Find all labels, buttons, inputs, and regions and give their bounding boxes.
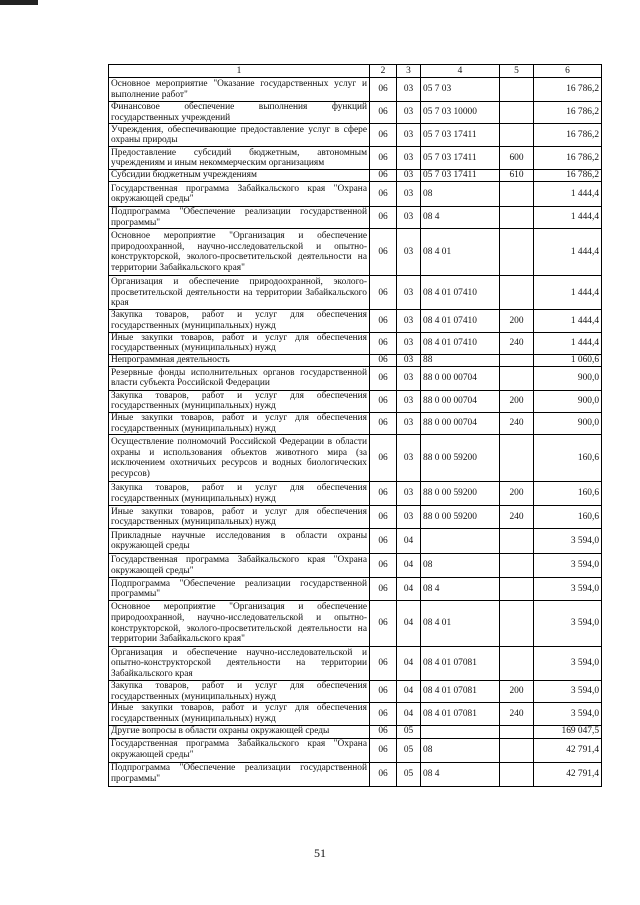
cell-expense-type [500,725,534,738]
table-row [109,390,602,412]
cell-section: 06 [370,725,397,738]
cell-expense-type [500,762,534,786]
table-row [109,366,602,390]
cell-description: Основное мероприятие "Организация и обеспечение природоохранной, научно-исследовательской и опытно-конструкторской, эколого-просветительской деятельности на территории Забайкальского края" [109,601,370,647]
cell-amount: 1 444,4 [534,276,602,310]
cell-section: 06 [370,207,397,229]
table-row [109,102,602,124]
cell-target-article: 05 7 03 [421,78,500,102]
table-row [109,725,602,738]
table-row [109,229,602,276]
table-row [109,681,602,703]
cell-description: Другие вопросы в области охраны окружающей среды [109,725,370,738]
cell-amount: 1 444,4 [534,182,602,207]
cell-amount: 1 444,4 [534,207,602,229]
table-row [109,554,602,578]
table-row [109,529,602,554]
corner-mark [0,0,38,5]
cell-section: 06 [370,647,397,681]
cell-target-article: 08 4 01 07410 [421,310,500,332]
cell-description: Субсидии бюджетным учреждениям [109,170,370,182]
cell-subsection: 05 [397,738,421,762]
column-header-2: 2 [370,65,397,78]
cell-amount: 16 786,2 [534,147,602,170]
cell-section: 06 [370,578,397,601]
cell-subsection: 03 [397,366,421,390]
cell-target-article: 08 4 01 07081 [421,703,500,725]
cell-expense-type [500,578,534,601]
cell-target-article: 88 0 00 59200 [421,506,500,529]
table-row [109,578,602,601]
cell-subsection: 05 [397,762,421,786]
cell-subsection: 03 [397,229,421,276]
cell-amount: 16 786,2 [534,78,602,102]
cell-expense-type [500,738,534,762]
cell-target-article: 08 4 01 [421,601,500,647]
cell-amount: 16 786,2 [534,124,602,147]
table-row [109,703,602,725]
cell-subsection: 03 [397,310,421,332]
table-row [109,601,602,647]
cell-subsection: 03 [397,435,421,482]
cell-description: Осуществление полномочий Российской Федерации в области охраны и использования объектов животного мира (за исключением охотничьих ресурсов и водных биологических ресурсов) [109,435,370,482]
cell-section: 06 [370,124,397,147]
cell-expense-type [500,554,534,578]
cell-expense-type: 200 [500,482,534,506]
page-number: 51 [314,846,326,860]
cell-expense-type [500,435,534,482]
cell-target-article: 88 0 00 00704 [421,366,500,390]
cell-description: Предоставление субсидий бюджетным, автономным учреждениям и иным некоммерческим организациям [109,147,370,170]
cell-description: Закупка товаров, работ и услуг для обеспечения государственных (муниципальных) нужд [109,390,370,412]
cell-amount: 3 594,0 [534,703,602,725]
cell-section: 06 [370,529,397,554]
cell-section: 06 [370,435,397,482]
cell-amount: 3 594,0 [534,681,602,703]
table-row [109,506,602,529]
cell-subsection: 05 [397,725,421,738]
cell-subsection: 03 [397,124,421,147]
cell-section: 06 [370,366,397,390]
cell-description: Непрограммная деятельность [109,354,370,366]
cell-section: 06 [370,506,397,529]
cell-section: 06 [370,703,397,725]
cell-expense-type: 200 [500,681,534,703]
cell-amount: 1 444,4 [534,229,602,276]
cell-section: 06 [370,170,397,182]
cell-expense-type [500,647,534,681]
cell-expense-type [500,276,534,310]
table-row [109,182,602,207]
cell-subsection: 03 [397,276,421,310]
cell-description: Подпрограмма "Обеспечение реализации государственной программы" [109,762,370,786]
cell-section: 06 [370,554,397,578]
cell-amount: 3 594,0 [534,554,602,578]
cell-target-article: 08 4 [421,762,500,786]
cell-target-article: 08 4 01 07410 [421,276,500,310]
cell-subsection: 04 [397,529,421,554]
cell-subsection: 03 [397,412,421,434]
cell-amount: 1 444,4 [534,310,602,332]
cell-expense-type: 200 [500,310,534,332]
cell-subsection: 04 [397,601,421,647]
table-row [109,276,602,310]
cell-expense-type: 610 [500,170,534,182]
cell-subsection: 04 [397,681,421,703]
cell-subsection: 03 [397,482,421,506]
cell-subsection: 03 [397,506,421,529]
cell-subsection: 03 [397,207,421,229]
cell-expense-type [500,102,534,124]
cell-subsection: 04 [397,703,421,725]
cell-section: 06 [370,412,397,434]
cell-section: 06 [370,310,397,332]
cell-target-article: 88 0 00 59200 [421,482,500,506]
table-row [109,435,602,482]
cell-description: Иные закупки товаров, работ и услуг для обеспечения государственных (муниципальных) нужд [109,412,370,434]
cell-description: Закупка товаров, работ и услуг для обеспечения государственных (муниципальных) нужд [109,482,370,506]
column-header-5: 5 [500,65,534,78]
column-header-4: 4 [421,65,500,78]
cell-expense-type [500,182,534,207]
cell-target-article: 88 0 00 00704 [421,390,500,412]
cell-description: Организация и обеспечение природоохранной, эколого-просветительской деятельности на территории Забайкальского края [109,276,370,310]
cell-subsection: 03 [397,78,421,102]
cell-amount: 42 791,4 [534,738,602,762]
cell-amount: 900,0 [534,390,602,412]
cell-description: Закупка товаров, работ и услуг для обеспечения государственных (муниципальных) нужд [109,310,370,332]
cell-subsection: 03 [397,332,421,354]
cell-expense-type [500,366,534,390]
cell-subsection: 03 [397,354,421,366]
cell-target-article: 08 [421,182,500,207]
cell-amount: 3 594,0 [534,647,602,681]
cell-expense-type: 240 [500,412,534,434]
cell-section: 06 [370,332,397,354]
cell-section: 06 [370,182,397,207]
cell-target-article: 08 4 [421,207,500,229]
table-row [109,332,602,354]
cell-expense-type [500,78,534,102]
cell-target-article: 08 4 01 [421,229,500,276]
cell-expense-type [500,229,534,276]
cell-description: Государственная программа Забайкальского края "Охрана окружающей среды" [109,182,370,207]
cell-target-article [421,725,500,738]
cell-description: Государственная программа Забайкальского края "Охрана окружающей среды" [109,738,370,762]
cell-subsection: 03 [397,170,421,182]
cell-subsection: 03 [397,390,421,412]
cell-description: Иные закупки товаров, работ и услуг для обеспечения государственных (муниципальных) нужд [109,703,370,725]
cell-section: 06 [370,738,397,762]
cell-section: 06 [370,681,397,703]
cell-amount: 3 594,0 [534,529,602,554]
cell-subsection: 04 [397,647,421,681]
cell-section: 06 [370,390,397,412]
cell-section: 06 [370,147,397,170]
cell-section: 06 [370,276,397,310]
cell-amount: 900,0 [534,412,602,434]
cell-target-article: 05 7 03 10000 [421,102,500,124]
cell-subsection: 04 [397,578,421,601]
cell-amount: 1 444,4 [534,332,602,354]
table-row [109,354,602,366]
cell-amount: 3 594,0 [534,578,602,601]
cell-amount: 160,6 [534,482,602,506]
cell-target-article: 05 7 03 17411 [421,124,500,147]
cell-description: Иные закупки товаров, работ и услуг для обеспечения государственных (муниципальных) нужд [109,506,370,529]
table-row [109,147,602,170]
cell-subsection: 04 [397,554,421,578]
cell-expense-type: 240 [500,703,534,725]
cell-expense-type [500,124,534,147]
cell-amount: 169 047,5 [534,725,602,738]
cell-target-article: 08 4 01 07410 [421,332,500,354]
cell-target-article: 08 4 [421,578,500,601]
cell-amount: 16 786,2 [534,102,602,124]
cell-section: 06 [370,762,397,786]
cell-description: Резервные фонды исполнительных органов государственной власти субъекта Российской Федерации [109,366,370,390]
table-row [109,762,602,786]
cell-target-article: 88 0 00 00704 [421,412,500,434]
cell-amount: 1 060,6 [534,354,602,366]
cell-description: Закупка товаров, работ и услуг для обеспечения государственных (муниципальных) нужд [109,681,370,703]
cell-expense-type [500,601,534,647]
cell-description: Основное мероприятие "Организация и обеспечение природоохранной, научно-исследовательской и опытно-конструкторской, эколого-просветительской деятельности на территории Забайкальского края" [109,229,370,276]
cell-amount: 160,6 [534,435,602,482]
cell-subsection: 03 [397,182,421,207]
table-row [109,170,602,182]
cell-subsection: 03 [397,147,421,170]
cell-amount: 42 791,4 [534,762,602,786]
table-row [109,310,602,332]
cell-description: Иные закупки товаров, работ и услуг для обеспечения государственных (муниципальных) нужд [109,332,370,354]
cell-expense-type: 240 [500,506,534,529]
cell-amount: 3 594,0 [534,601,602,647]
cell-section: 06 [370,354,397,366]
cell-target-article [421,529,500,554]
cell-amount: 16 786,2 [534,170,602,182]
table-row [109,738,602,762]
cell-section: 06 [370,102,397,124]
column-header-1: 1 [109,65,370,78]
cell-description: Прикладные научные исследования в области охраны окружающей среды [109,529,370,554]
cell-expense-type [500,354,534,366]
cell-target-article: 88 0 00 59200 [421,435,500,482]
table-row [109,647,602,681]
cell-description: Организация и обеспечение научно-исследовательской и опытно-конструкторской деятельности на территории Забайкальского края [109,647,370,681]
cell-expense-type [500,529,534,554]
cell-description: Государственная программа Забайкальского края "Охрана окружающей среды" [109,554,370,578]
column-header-6: 6 [534,65,602,78]
cell-section: 06 [370,601,397,647]
cell-target-article: 08 4 01 07081 [421,681,500,703]
cell-section: 06 [370,482,397,506]
table-row [109,482,602,506]
table-row [109,124,602,147]
budget-table [108,64,602,787]
cell-target-article: 05 7 03 17411 [421,147,500,170]
cell-description: Учреждения, обеспечивающие предоставление услуг в сфере охраны природы [109,124,370,147]
cell-section: 06 [370,78,397,102]
cell-expense-type [500,207,534,229]
cell-subsection: 03 [397,102,421,124]
cell-amount: 160,6 [534,506,602,529]
column-header-3: 3 [397,65,421,78]
cell-description: Подпрограмма "Обеспечение реализации государственной программы" [109,207,370,229]
cell-expense-type: 200 [500,390,534,412]
cell-expense-type: 600 [500,147,534,170]
cell-target-article: 88 [421,354,500,366]
cell-description: Подпрограмма "Обеспечение реализации государственной программы" [109,578,370,601]
table-header-row [109,65,602,78]
cell-target-article: 08 4 01 07081 [421,647,500,681]
table-row [109,412,602,434]
cell-description: Основное мероприятие "Оказание государственных услуг и выполнение работ" [109,78,370,102]
table-body [109,78,602,787]
cell-amount: 900,0 [534,366,602,390]
cell-expense-type: 240 [500,332,534,354]
cell-target-article: 05 7 03 17411 [421,170,500,182]
cell-description: Финансовое обеспечение выполнения функций государственных учреждений [109,102,370,124]
table-row [109,207,602,229]
table-row [109,78,602,102]
cell-section: 06 [370,229,397,276]
cell-target-article: 08 [421,738,500,762]
cell-target-article: 08 [421,554,500,578]
